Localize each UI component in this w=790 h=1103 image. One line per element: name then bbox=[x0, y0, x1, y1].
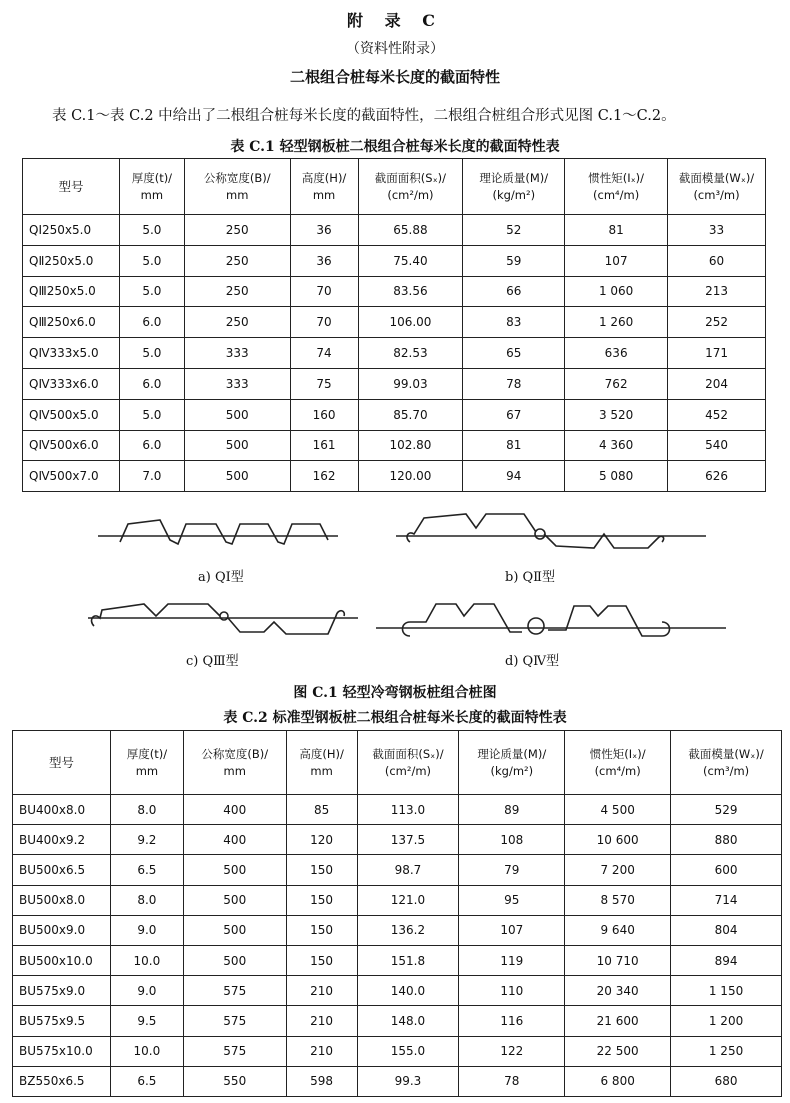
value-cell: 500 bbox=[183, 915, 286, 945]
value-cell: 250 bbox=[184, 307, 290, 338]
model-cell: QⅣ500x6.0 bbox=[23, 430, 120, 461]
value-cell: 1 150 bbox=[671, 976, 782, 1006]
value-cell: 575 bbox=[183, 976, 286, 1006]
table2-header-label: 截面模量(Wₓ)/ bbox=[688, 746, 764, 761]
value-cell: 148.0 bbox=[357, 1006, 459, 1036]
value-cell: 213 bbox=[668, 276, 766, 307]
value-cell: 8.0 bbox=[110, 885, 183, 915]
table2-header-unit: (kg/m²) bbox=[490, 763, 534, 778]
value-cell: 75.40 bbox=[358, 245, 463, 276]
table-row bbox=[23, 461, 766, 492]
value-cell: 120 bbox=[286, 825, 357, 855]
value-cell: 636 bbox=[565, 338, 668, 369]
table-row bbox=[13, 885, 782, 915]
value-cell: 680 bbox=[671, 1066, 782, 1096]
value-cell: 60 bbox=[668, 245, 766, 276]
table-row bbox=[23, 368, 766, 399]
value-cell: 8.0 bbox=[110, 795, 183, 825]
model-cell: QⅠ250x5.0 bbox=[23, 215, 120, 246]
value-cell: 204 bbox=[668, 368, 766, 399]
table1-header-label: 理论质量(M)/ bbox=[479, 170, 549, 185]
value-cell: 78 bbox=[463, 368, 565, 399]
value-cell: 210 bbox=[286, 976, 357, 1006]
value-cell: 89 bbox=[459, 795, 565, 825]
appendix-type: （资料性附录） bbox=[346, 41, 444, 57]
value-cell: 1 260 bbox=[565, 307, 668, 338]
table-row bbox=[23, 338, 766, 369]
value-cell: 4 360 bbox=[565, 430, 668, 461]
table1-header-cell bbox=[565, 159, 668, 215]
value-cell: 250 bbox=[184, 245, 290, 276]
model-cell: BU575x9.0 bbox=[13, 976, 111, 1006]
model-cell: QⅡ250x5.0 bbox=[23, 245, 120, 276]
table-row bbox=[13, 1006, 782, 1036]
value-cell: 5.0 bbox=[119, 399, 184, 430]
table1-header-cell bbox=[290, 159, 358, 215]
figure-c-label: c) QⅢ型 bbox=[186, 654, 239, 669]
model-cell: BU500x8.0 bbox=[13, 885, 111, 915]
value-cell: 3 520 bbox=[565, 399, 668, 430]
table1-header-label: 公称宽度(B)/ bbox=[203, 170, 271, 185]
figure-caption: 图 C.1 轻型冷弯钢板桩组合桩图 bbox=[293, 685, 497, 701]
table2-header-unit: (cm⁴/m) bbox=[594, 763, 641, 778]
value-cell: 6.0 bbox=[119, 307, 184, 338]
table1-caption: 表 C.1 轻型钢板桩二根组合桩每米长度的截面特性表 bbox=[230, 139, 560, 155]
table2-header-label: 理论质量(M)/ bbox=[477, 746, 547, 761]
value-cell: 9 640 bbox=[565, 915, 671, 945]
value-cell: 162 bbox=[290, 461, 358, 492]
model-cell: BU500x6.5 bbox=[13, 855, 111, 885]
table-row bbox=[23, 307, 766, 338]
value-cell: 575 bbox=[183, 1036, 286, 1066]
value-cell: 9.0 bbox=[110, 976, 183, 1006]
table-row bbox=[23, 399, 766, 430]
value-cell: 140.0 bbox=[357, 976, 459, 1006]
value-cell: 714 bbox=[671, 885, 782, 915]
figure-b-label: b) QⅡ型 bbox=[505, 570, 556, 585]
value-cell: 137.5 bbox=[357, 825, 459, 855]
value-cell: 20 340 bbox=[565, 976, 671, 1006]
value-cell: 529 bbox=[671, 795, 782, 825]
model-cell: QⅣ500x7.0 bbox=[23, 461, 120, 492]
value-cell: 98.7 bbox=[357, 855, 459, 885]
table1-header-cell bbox=[184, 159, 290, 215]
model-cell: BU575x9.5 bbox=[13, 1006, 111, 1036]
value-cell: 59 bbox=[463, 245, 565, 276]
value-cell: 626 bbox=[668, 461, 766, 492]
table2-header-cell bbox=[110, 731, 183, 795]
model-cell: QⅣ333x5.0 bbox=[23, 338, 120, 369]
value-cell: 108 bbox=[459, 825, 565, 855]
table-row bbox=[23, 245, 766, 276]
value-cell: 36 bbox=[290, 215, 358, 246]
table2-header-cell bbox=[357, 731, 459, 795]
figure-qiv-profile bbox=[376, 596, 726, 652]
value-cell: 500 bbox=[184, 430, 290, 461]
value-cell: 83.56 bbox=[358, 276, 463, 307]
value-cell: 10 710 bbox=[565, 945, 671, 975]
value-cell: 94 bbox=[463, 461, 565, 492]
value-cell: 81 bbox=[463, 430, 565, 461]
table1-header-cell bbox=[463, 159, 565, 215]
value-cell: 333 bbox=[184, 368, 290, 399]
model-cell: BU575x10.0 bbox=[13, 1036, 111, 1066]
value-cell: 81 bbox=[565, 215, 668, 246]
value-cell: 10 600 bbox=[565, 825, 671, 855]
value-cell: 1 060 bbox=[565, 276, 668, 307]
value-cell: 151.8 bbox=[357, 945, 459, 975]
value-cell: 65.88 bbox=[358, 215, 463, 246]
value-cell: 116 bbox=[459, 1006, 565, 1036]
table2-header-cell bbox=[459, 731, 565, 795]
table2 bbox=[12, 730, 782, 1097]
table1-header-unit: mm bbox=[226, 187, 249, 202]
value-cell: 52 bbox=[463, 215, 565, 246]
value-cell: 500 bbox=[184, 399, 290, 430]
value-cell: 67 bbox=[463, 399, 565, 430]
table1-header-cell bbox=[23, 159, 120, 215]
table2-header-cell bbox=[286, 731, 357, 795]
table2-header-row bbox=[13, 731, 782, 795]
value-cell: 136.2 bbox=[357, 915, 459, 945]
value-cell: 400 bbox=[183, 825, 286, 855]
table-row bbox=[13, 795, 782, 825]
value-cell: 6.0 bbox=[119, 430, 184, 461]
table1-header-unit: mm bbox=[140, 187, 164, 202]
value-cell: 150 bbox=[286, 915, 357, 945]
value-cell: 5.0 bbox=[119, 276, 184, 307]
value-cell: 250 bbox=[184, 276, 290, 307]
table-row bbox=[13, 855, 782, 885]
value-cell: 9.2 bbox=[110, 825, 183, 855]
table2-header-unit: mm bbox=[310, 763, 333, 778]
value-cell: 121.0 bbox=[357, 885, 459, 915]
value-cell: 210 bbox=[286, 1036, 357, 1066]
figure-qii-profile bbox=[396, 508, 706, 558]
value-cell: 66 bbox=[463, 276, 565, 307]
table2-header-label: 公称宽度(B)/ bbox=[201, 746, 269, 761]
value-cell: 119 bbox=[459, 945, 565, 975]
table1-header-unit: mm bbox=[312, 187, 336, 202]
table-row bbox=[23, 430, 766, 461]
figure-a-label: a) QⅠ型 bbox=[198, 570, 244, 585]
appendix-heading: 二根组合桩每米长度的截面特性 bbox=[289, 68, 500, 86]
value-cell: 113.0 bbox=[357, 795, 459, 825]
table2-header-unit: (cm²/m) bbox=[384, 763, 432, 778]
table-row bbox=[13, 945, 782, 975]
table-row bbox=[13, 1066, 782, 1096]
model-cell: QⅢ250x5.0 bbox=[23, 276, 120, 307]
value-cell: 161 bbox=[290, 430, 358, 461]
value-cell: 21 600 bbox=[565, 1006, 671, 1036]
table1-header-unit: (cm²/m) bbox=[387, 187, 434, 202]
value-cell: 598 bbox=[286, 1066, 357, 1096]
value-cell: 250 bbox=[184, 215, 290, 246]
value-cell: 7.0 bbox=[119, 461, 184, 492]
value-cell: 400 bbox=[183, 795, 286, 825]
value-cell: 5.0 bbox=[119, 245, 184, 276]
model-cell: BU400x8.0 bbox=[13, 795, 111, 825]
model-cell: QⅣ333x6.0 bbox=[23, 368, 120, 399]
table2-header-cell bbox=[13, 731, 111, 795]
value-cell: 550 bbox=[183, 1066, 286, 1096]
value-cell: 82.53 bbox=[358, 338, 463, 369]
value-cell: 10.0 bbox=[110, 945, 183, 975]
table2-header-label: 厚度(t)/ bbox=[126, 746, 168, 761]
value-cell: 540 bbox=[668, 430, 766, 461]
figure-qiii-profile bbox=[88, 596, 358, 646]
intro-paragraph: 表 C.1～表 C.2 中给出了二根组合桩每米长度的截面特性，二根组合桩组合形式见图 C.1～C.2。 bbox=[52, 108, 676, 124]
value-cell: 6.5 bbox=[110, 855, 183, 885]
value-cell: 1 250 bbox=[671, 1036, 782, 1066]
table2-header-label: 高度(H)/ bbox=[299, 746, 344, 761]
model-cell: BZ550x6.5 bbox=[13, 1066, 111, 1096]
table1-header-row bbox=[23, 159, 766, 215]
model-cell: BU500x10.0 bbox=[13, 945, 111, 975]
value-cell: 894 bbox=[671, 945, 782, 975]
table-row bbox=[13, 1036, 782, 1066]
value-cell: 120.00 bbox=[358, 461, 463, 492]
value-cell: 95 bbox=[459, 885, 565, 915]
value-cell: 106.00 bbox=[358, 307, 463, 338]
value-cell: 10.0 bbox=[110, 1036, 183, 1066]
table1-header-label: 截面模量(Wₓ)/ bbox=[678, 170, 755, 185]
value-cell: 150 bbox=[286, 855, 357, 885]
value-cell: 75 bbox=[290, 368, 358, 399]
value-cell: 99.3 bbox=[357, 1066, 459, 1096]
value-cell: 78 bbox=[459, 1066, 565, 1096]
value-cell: 9.5 bbox=[110, 1006, 183, 1036]
table1-header-unit: (cm³/m) bbox=[693, 187, 740, 202]
value-cell: 500 bbox=[183, 945, 286, 975]
value-cell: 500 bbox=[184, 461, 290, 492]
value-cell: 5.0 bbox=[119, 215, 184, 246]
table-row bbox=[13, 825, 782, 855]
value-cell: 4 500 bbox=[565, 795, 671, 825]
table1-header-cell bbox=[119, 159, 184, 215]
value-cell: 5.0 bbox=[119, 338, 184, 369]
figure-d-label: d) QⅣ型 bbox=[505, 654, 560, 669]
value-cell: 74 bbox=[290, 338, 358, 369]
value-cell: 79 bbox=[459, 855, 565, 885]
table2-header-unit: mm bbox=[223, 763, 246, 778]
value-cell: 6.5 bbox=[110, 1066, 183, 1096]
table2-header-cell bbox=[183, 731, 286, 795]
table1-header-unit: (kg/m²) bbox=[492, 187, 536, 202]
table1-header-cell bbox=[668, 159, 766, 215]
value-cell: 70 bbox=[290, 307, 358, 338]
value-cell: 99.03 bbox=[358, 368, 463, 399]
table1-header-label: 截面面积(Sₓ)/ bbox=[374, 170, 447, 185]
value-cell: 762 bbox=[565, 368, 668, 399]
table2-caption: 表 C.2 标准型钢板桩二根组合桩每米长度的截面特性表 bbox=[223, 710, 567, 726]
model-cell: QⅢ250x6.0 bbox=[23, 307, 120, 338]
table2-header-label: 惯性矩(Iₓ)/ bbox=[589, 746, 646, 761]
value-cell: 252 bbox=[668, 307, 766, 338]
value-cell: 155.0 bbox=[357, 1036, 459, 1066]
table1-header-label: 型号 bbox=[58, 179, 84, 194]
table2-header-unit: (cm³/m) bbox=[702, 763, 750, 778]
value-cell: 500 bbox=[183, 885, 286, 915]
table2-body bbox=[13, 795, 782, 1097]
value-cell: 102.80 bbox=[358, 430, 463, 461]
model-cell: BU400x9.2 bbox=[13, 825, 111, 855]
table-row bbox=[23, 215, 766, 246]
table-row bbox=[23, 276, 766, 307]
value-cell: 210 bbox=[286, 1006, 357, 1036]
table1-header-label: 高度(H)/ bbox=[301, 170, 347, 185]
value-cell: 85.70 bbox=[358, 399, 463, 430]
table2-header-unit: mm bbox=[135, 763, 159, 778]
table2-header-cell bbox=[565, 731, 671, 795]
value-cell: 452 bbox=[668, 399, 766, 430]
value-cell: 22 500 bbox=[565, 1036, 671, 1066]
value-cell: 160 bbox=[290, 399, 358, 430]
value-cell: 110 bbox=[459, 976, 565, 1006]
table1-header-label: 厚度(t)/ bbox=[131, 170, 173, 185]
value-cell: 85 bbox=[286, 795, 357, 825]
value-cell: 500 bbox=[183, 855, 286, 885]
value-cell: 333 bbox=[184, 338, 290, 369]
figure-qi-profile bbox=[98, 512, 338, 562]
value-cell: 600 bbox=[671, 855, 782, 885]
value-cell: 1 200 bbox=[671, 1006, 782, 1036]
value-cell: 5 080 bbox=[565, 461, 668, 492]
table2-header-cell bbox=[671, 731, 782, 795]
model-cell: QⅣ500x5.0 bbox=[23, 399, 120, 430]
model-cell: BU500x9.0 bbox=[13, 915, 111, 945]
value-cell: 70 bbox=[290, 276, 358, 307]
value-cell: 171 bbox=[668, 338, 766, 369]
table2-header-label: 型号 bbox=[48, 755, 74, 770]
value-cell: 575 bbox=[183, 1006, 286, 1036]
value-cell: 65 bbox=[463, 338, 565, 369]
value-cell: 6.0 bbox=[119, 368, 184, 399]
table1-header-unit: (cm⁴/m) bbox=[593, 187, 640, 202]
table1-header-label: 惯性矩(Iₓ)/ bbox=[588, 170, 645, 185]
value-cell: 8 570 bbox=[565, 885, 671, 915]
value-cell: 6 800 bbox=[565, 1066, 671, 1096]
value-cell: 150 bbox=[286, 945, 357, 975]
value-cell: 7 200 bbox=[565, 855, 671, 885]
table1-body bbox=[23, 215, 766, 492]
table1 bbox=[22, 158, 766, 492]
value-cell: 150 bbox=[286, 885, 357, 915]
value-cell: 122 bbox=[459, 1036, 565, 1066]
value-cell: 880 bbox=[671, 825, 782, 855]
value-cell: 9.0 bbox=[110, 915, 183, 945]
value-cell: 33 bbox=[668, 215, 766, 246]
appendix-title: 附 录 C bbox=[347, 11, 443, 30]
value-cell: 83 bbox=[463, 307, 565, 338]
table2-header-label: 截面面积(Sₓ)/ bbox=[372, 746, 444, 761]
value-cell: 107 bbox=[459, 915, 565, 945]
value-cell: 804 bbox=[671, 915, 782, 945]
table-row bbox=[13, 915, 782, 945]
value-cell: 36 bbox=[290, 245, 358, 276]
table1-header-cell bbox=[358, 159, 463, 215]
table-row bbox=[13, 976, 782, 1006]
value-cell: 107 bbox=[565, 245, 668, 276]
